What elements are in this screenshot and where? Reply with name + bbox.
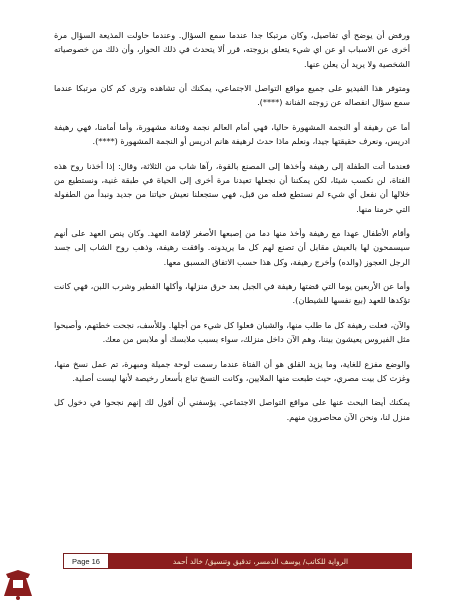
paragraph: أما عن رهيفة أو النجمة المشهورة حاليا، فهي أمام العالم نجمة وفنانة مشهورة، وأما أمامنا، فهي رهيفة ادريس، ونعرف حقيقتها جيدا، ونعلم ماذا حدث لرهيفة هانم ادريس أو النجمة المشهورة (****).	[54, 121, 410, 147]
paragraph: فعندما أتت الطفلة إلى رهيفة وأخذها إلى المصنع بالقوة، رآها شاب من الثلاثة، وقال: إذا أخذنا روح هذه الفتاة، لن نكسب شيئا، لكن يمكننا أن نجعلها تعيدنا مرة أخرى إلى الحياة في طبقة غنية، ونستطيع من خلالها أن نفعل أي شيء لم نستطع فعله من قبل، فهي ستجعلنا نعيش حياتنا من جديد ونبدأ من الطفولة التي حرمنا منها.	[54, 160, 410, 214]
page-number: Page 16	[63, 553, 109, 569]
paragraph: يمكنك أيضا البحث عنها على مواقع التواصل الاجتماعي. يؤسفني أن أقول لك إنهم نجحوا في دخول كل منزل لنا، ونحن الآن محاصرون منهم.	[54, 397, 410, 422]
body-text	[54, 28, 410, 434]
paragraph: ومتوفر هذا الفيديو على جميع مواقع التواصل الاجتماعي، يمكنك أن تشاهده وترى كم كان مرتبكا عندما سمع سؤال انفصاله عن زوجته الفنانة (****).	[54, 83, 410, 108]
paragraph: وأما عن الأربعين يوما التي قضتها رهيفة في الجبل بعد حرق منزلها، وأكلها الفطير وشرب اللبن، فهي كانت تؤكدها للعهد (بيع نفسها للشيطان).	[54, 281, 410, 306]
paragraph: والوضع مفزع للغاية، وما يزيد القلق هو أن الفتاة عندما رسمت لوحة جميلة ومبهرة، تم عمل نسخ منها، وغزت كل بيت مصري، حيث طبعت منها الملايين، وكانت النسخ تباع بأسعار رخيصة لأنها ليست أصلية.	[54, 358, 410, 383]
bell-logo-icon	[0, 566, 40, 600]
footer-credits: الرواية للكاتب/ يوسف الدمسر، تدقيق وتنسيق/ خالد أحمد	[109, 553, 412, 569]
paragraph: والآن، فعلت رهيفة كل ما طلب منها، والشبان فعلوا كل شيء من أجلها. وللأسف، نجحت خطتهم، وأصبحوا مثل الفيروس يعيشون بيننا، وهم الآن داخل منزلك، سواء بسبب ملابسك أو ملابس من معك.	[54, 319, 410, 345]
paragraph: وأقام الأطفال عهدا مع رهيفة وأخذ منها دما من إصبعها الأصغر لإقامة العهد. وكان ينص العهد على أنهم سيسمحون لها بالعيش مقابل أن تصنع لهم كل ما يريدونه. وافقت رهيفة، وذهب روح الشاب إلى جسد الرجل العجوز (والده) وأخرج رهيفة، وكل هذا حسب الاتفاق المسبق معها.	[54, 228, 410, 267]
page-footer	[63, 553, 412, 569]
paragraph: ورفض أن يوضح أي تفاصيل، وكان مرتبكا جدا عندما سمع السؤال. وعندما حاولت المذيعة السؤال مرة أخرى عن الاسباب او عن اي شيء يتعلق بزوجته، قرر ألا يتحدث في ذلك الحوار، وأن ذلك من خصوصياته الشخصية ولا يريد أن يعلن عنها.	[54, 30, 410, 69]
